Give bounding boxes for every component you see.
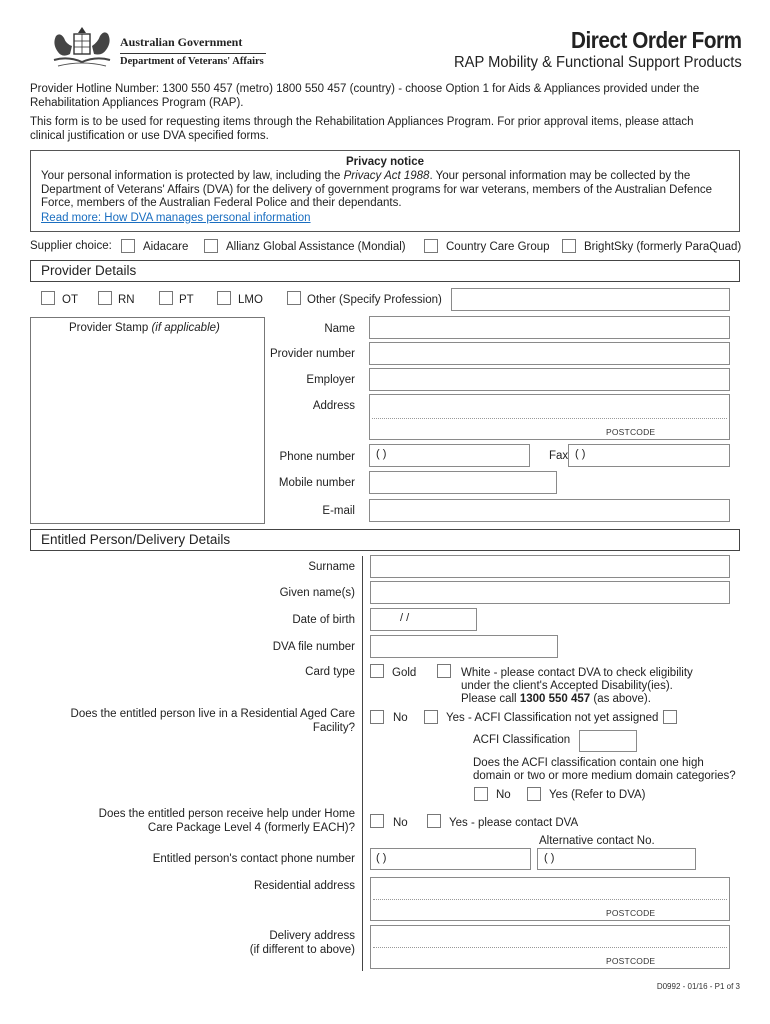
fax-input[interactable] [568,444,730,467]
provider-number-input[interactable] [369,342,730,365]
dva-file-input[interactable] [370,635,558,658]
phone-input[interactable] [369,444,530,467]
residential-address-label: Residential address [253,880,355,892]
card-white-text: White - please contact DVA to check eligibility under the client's Accepted Disability(ies). Please call 1300 550 457 (as above). [461,667,693,705]
surname-input[interactable] [370,555,730,578]
profession-other-checkbox[interactable] [287,291,301,305]
provider-details-header: Provider Details [30,260,740,282]
employer-input[interactable] [369,368,730,391]
fax-label: Fax [549,450,569,462]
mobile-input[interactable] [369,471,557,494]
address-input[interactable] [369,394,730,440]
racf-question: Does the entitled person live in a Residential Aged Care Facility? [70,708,355,734]
acfi-yes-checkbox[interactable] [527,787,541,801]
address-postcode-label: POSTCODE [606,427,656,437]
email-input[interactable] [369,499,730,522]
profession-rn-checkbox[interactable] [98,291,112,305]
provider-number-label: Provider number [269,348,355,360]
contact-phone-input[interactable] [370,848,531,870]
provider-stamp-label: Provider Stamp (if applicable) [69,322,220,334]
privacy-link[interactable]: Read more: How DVA manages personal information [41,211,311,224]
residential-divider [373,899,727,900]
alt-contact-label: Alternative contact No. [539,835,655,847]
hcp-no-checkbox[interactable] [370,814,384,828]
dob-label: Date of birth [292,614,355,626]
provider-name-label: Name [324,323,355,335]
dob-input[interactable] [370,608,477,631]
provider-name-input[interactable] [369,316,730,339]
acfi-classification-label: ACFI Classification [473,734,571,746]
profession-ot-checkbox[interactable] [41,291,55,305]
privacy-notice-box [30,150,740,232]
hcp-yes-checkbox[interactable] [427,814,441,828]
residential-postcode-label: POSTCODE [606,908,656,918]
address-divider [372,418,727,419]
acfi-question: Does the ACFI classification contain one high domain or two or more medium domain categories? [473,757,736,782]
purpose-text: This form is to be used for requesting items through the Rehabilitation Appliances Program. For prior approval items, please attach clinical justification or use DVA specified forms. [30,116,694,142]
form-subtitle: RAP Mobility & Functional Support Products [454,54,742,71]
address-label: Address [312,400,355,412]
privacy-heading: Privacy notice [346,156,424,168]
acfi-no-checkbox[interactable] [474,787,488,801]
column-divider [362,556,363,971]
card-type-label: Card type [305,666,355,678]
hotline-text: Provider Hotline Number: 1300 550 457 (metro) 1800 550 457 (country) - choose Option 1 for Aids & Appliances provided under the Rehabilitation Appliances Program (RAP). [30,83,700,109]
alt-contact-input[interactable] [537,848,696,870]
acfi-classification-input[interactable] [579,730,637,752]
card-gold-checkbox[interactable] [370,664,384,678]
form-code: D0992 - 01/16 - P1 of 3 [656,982,740,991]
given-names-input[interactable] [370,581,730,604]
racf-yes-checkbox[interactable] [424,710,438,724]
other-profession-input[interactable] [451,288,730,311]
provider-stamp-box[interactable] [30,317,265,524]
delivery-postcode-label: POSTCODE [606,956,656,966]
profession-pt-checkbox[interactable] [159,291,173,305]
supplier-country-care-checkbox[interactable] [424,239,438,253]
form-title: Direct Order Form [571,27,742,53]
card-white-checkbox[interactable] [437,664,451,678]
employer-label: Employer [306,374,355,386]
supplier-aidacare-checkbox[interactable] [121,239,135,253]
acfi-not-assigned-checkbox[interactable] [663,710,677,724]
supplier-allianz-checkbox[interactable] [204,239,218,253]
delivery-divider [373,947,727,948]
coat-of-arms-logo [48,24,116,72]
profession-lmo-checkbox[interactable] [217,291,231,305]
privacy-text: Your personal information is protected by law, including the Privacy Act 1988. Your personal information may be collected by the Department of Veterans' Affairs (DVA) for the delivery of government programs for war veterans, members of the Australian Defence Force, members of the Australian Federal Police and their dependants. [41,170,712,209]
email-label: E-mail [322,505,355,517]
racf-no-checkbox[interactable] [370,710,384,724]
delivery-address-label: Delivery address (if different to above) [249,930,355,956]
dva-file-label: DVA file number [272,641,355,653]
contact-phone-label: Entitled person's contact phone number [152,853,355,865]
supplier-choice-label: Supplier choice: [30,240,112,252]
surname-label: Surname [308,561,355,573]
supplier-brightsky-checkbox[interactable] [562,239,576,253]
agency-name: Australian Government Department of Veterans' Affairs [120,35,266,67]
mobile-label: Mobile number [278,477,355,489]
phone-label: Phone number [279,451,355,463]
hcp-question: Does the entitled person receive help under Home Care Package Level 4 (formerly EACH)? [98,808,355,834]
entitled-person-header: Entitled Person/Delivery Details [30,529,740,551]
given-names-label: Given name(s) [279,587,355,599]
